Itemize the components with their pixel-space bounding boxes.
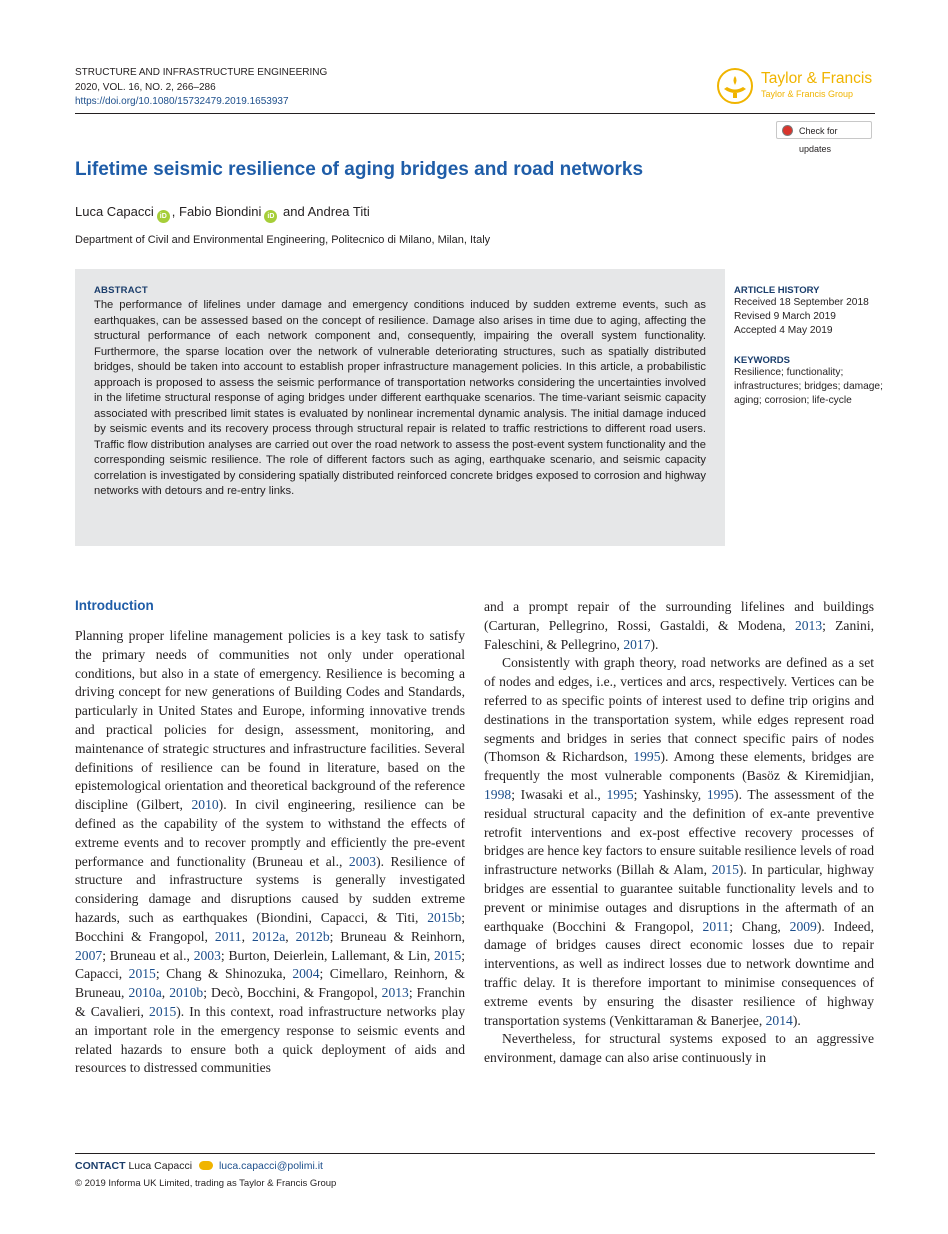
orcid-icon[interactable]: iD — [264, 210, 277, 223]
author-name: Luca Capacci — [75, 204, 154, 219]
paragraph-text: ; Capacci, — [75, 947, 466, 982]
accepted-date: Accepted 4 May 2019 — [734, 325, 833, 337]
citation-link[interactable]: 2012b — [295, 928, 330, 944]
contact-line — [75, 1160, 323, 1172]
paragraph-text: ; Cimellaro, Reinhorn, & Bruneau, — [75, 966, 465, 1001]
author-name: Andrea Titi — [307, 204, 370, 219]
citation-link[interactable]: 2007 — [75, 947, 103, 963]
header-rule — [75, 113, 875, 114]
citation-link[interactable]: 2009 — [789, 918, 817, 934]
article-title: Lifetime seismic resilience of aging bridges and road networks — [75, 159, 644, 180]
paragraph-text: ). Among these elements, bridges are frequently the most vulnerable components (Basöz & Kiremidjian, — [484, 749, 874, 784]
paragraph-text: Consistently with graph theory, road networks are defined as a set of nodes and edges, i.e., vertices and arcs, respectively. Vertices can be referred to as specific points of interest used to define trip origins and destinations in the transportation system, while edges represent road segments and bridges in series that connect specific pairs of nodes (Thomson & Richardson, — [484, 655, 874, 765]
paragraph-text: ; Burton, Deierlein, Lallemant, & Lin, — [220, 947, 435, 963]
taylor-francis-lamp-icon — [716, 67, 756, 105]
citation-link[interactable]: 2003 — [348, 853, 377, 869]
paragraph-text: ). — [792, 1012, 801, 1028]
citation-link[interactable]: 2015 — [149, 1003, 177, 1019]
citation-link[interactable]: 2013 — [794, 617, 823, 633]
paragraph-text: ; Iwasaki et al., — [511, 786, 607, 802]
paragraph — [75, 627, 465, 1078]
citation-link[interactable]: 2012a — [252, 928, 286, 944]
paragraph-text: ; Zanini, Faleschini, & Pellegrino, — [484, 617, 875, 652]
paragraph-text: ). In this context, road infrastructure networks play an important role in the emergency response to seismic events and related hazards to ensure both a quick deployment of aids and resources to distressed communities — [75, 1003, 466, 1076]
paragraph-text: , — [161, 985, 170, 1001]
publisher-subtitle: Taylor & Francis Group — [761, 89, 854, 99]
author-separator: , — [171, 204, 180, 219]
paragraph-text: , — [285, 928, 296, 944]
paragraph-text: ). — [650, 636, 659, 652]
abstract-heading: ABSTRACT — [94, 285, 148, 296]
paragraph-text: ; Bocchini & Frangopol, — [75, 909, 465, 944]
paragraph-text: ). In civil engineering, resilience can be defined as the capability of the system to withstand the effects of extreme events and to recover promptly and efficiently the pre-event performance and functionality (Bruneau et al., — [75, 797, 465, 869]
publisher-name[interactable]: Taylor & Francis — [761, 70, 873, 87]
right-column — [484, 598, 874, 1068]
received-date: Received 18 September 2018 — [734, 297, 869, 308]
journal-name: STRUCTURE AND INFRASTRUCTURE ENGINEERING — [75, 67, 328, 78]
paragraph-text: ; Bruneau et al., — [102, 947, 194, 963]
citation-link[interactable]: 2010b — [169, 985, 204, 1001]
orcid-icon[interactable]: iD — [157, 210, 170, 223]
citation-link[interactable]: 2004 — [292, 966, 320, 982]
contact-name: Luca Capacci — [128, 1160, 193, 1172]
email-icon — [199, 1161, 213, 1170]
copyright: © 2019 Informa UK Limited, trading as Taylor & Francis Group — [75, 1178, 337, 1189]
left-column — [75, 627, 465, 1078]
citation-link[interactable]: 1995 — [606, 786, 634, 802]
paragraph: Nevertheless, for structural systems exposed to an aggressive environment, damage can also arise continuously in — [484, 1031, 874, 1066]
crossmark-icon — [782, 125, 793, 136]
citation-link[interactable]: 2010 — [191, 797, 219, 813]
citation-link[interactable]: 1995 — [633, 749, 661, 765]
paragraph-text: ; Decò, Bocchini, & Frangopol, — [203, 985, 382, 1001]
paragraph-text: ). The assessment of the residual structural capacity and the definition of ex-ante preventive retrofit interventions and ex-post effective recovery processes of bridges are hence key factors to ensure suitable resilience levels of road infrastructure networks (Billah & Alam, — [484, 786, 874, 878]
paragraph-text: ). Resilience of structure and infrastructure systems is generally investigated considering damage and disruptions caused by sudden extreme hazards, such as earthquakes (Biondini, Capacci, & Titi, — [75, 853, 466, 925]
citation-link[interactable]: 2003 — [193, 947, 221, 963]
article-history — [734, 285, 884, 339]
citation-link[interactable]: 2015 — [128, 966, 156, 982]
citation-link[interactable]: 1998 — [484, 786, 512, 802]
citation-link[interactable]: 2015 — [711, 862, 739, 878]
paragraph-text: Planning proper lifeline management policies is a key task to satisfy the primary needs of communities not only under operational conditions, but also in a state of emergency. Resilience is becoming a driving concept for new generations of Building Codes and Standards, particularly in United States and Europe, informing innovative trends and practical policies for design, assessment, monitoring, and maintenance of strategic structures and infrastructure facilities. Several definitions of resilience can be found in literature, based on the epistemological orientation and theoretical background of the reference discipline (Gilbert, — [75, 628, 465, 813]
citation-link[interactable]: 2017 — [623, 636, 651, 652]
journal-info — [75, 66, 327, 110]
keywords-list: Resilience; functionality; infrastructures; bridges; damage; aging; corrosion; life-cycle — [734, 367, 883, 407]
paragraph — [484, 598, 874, 654]
volume-info: 2020, VOL. 16, NO. 2, 266–286 — [75, 81, 216, 93]
citation-link[interactable]: 2011 — [702, 918, 730, 934]
citation-link[interactable]: 2013 — [381, 985, 409, 1001]
paragraph-text: ). In particular, highway bridges are essential to guarantee suitable functionality levels and to prevent or minimise outages and disruptions in the aftermath of an earthquake (Bocchini & Frangopol, — [484, 862, 874, 934]
footer-rule — [75, 1153, 875, 1154]
author-name: Fabio Biondini — [179, 204, 262, 219]
citation-link[interactable]: 2015 — [434, 947, 462, 963]
history-heading: ARTICLE HISTORY — [734, 285, 820, 296]
citation-link[interactable]: 1995 — [706, 786, 735, 802]
check-updates-label: Check for updates — [799, 126, 838, 154]
paragraph — [484, 654, 874, 1030]
revised-date: Revised 9 March 2019 — [734, 311, 836, 323]
paragraph-text: ; Yashinsky, — [633, 786, 707, 802]
paragraph-text: ; Chang, — [729, 918, 790, 934]
section-heading: Introduction — [75, 598, 154, 613]
citation-link[interactable]: 2011 — [214, 928, 242, 944]
contact-label: CONTACT — [75, 1160, 126, 1172]
paragraph-text: ; Franchin & Cavalieri, — [75, 985, 465, 1019]
author-separator: and — [279, 204, 308, 219]
doi-link[interactable]: https://doi.org/10.1080/15732479.2019.1653937 — [75, 96, 289, 107]
paragraph-text: , — [241, 928, 253, 944]
paragraph-text: ; Chang & Shinozuka, — [155, 966, 293, 982]
keywords-heading: KEYWORDS — [734, 355, 790, 366]
citation-link[interactable]: 2010a — [128, 985, 162, 1001]
contact-email-link[interactable]: luca.capacci@polimi.it — [218, 1160, 323, 1172]
author-list — [75, 204, 370, 223]
citation-link[interactable]: 2015b — [427, 909, 462, 925]
paragraph-text: and a prompt repair of the surrounding lifelines and buildings (Carturan, Pellegrino, Rossi, Gastaldi, & Modena, — [484, 599, 874, 633]
abstract-text: The performance of lifelines under damage and emergency conditions induced by sudden extreme events, such as earthquakes, can be assessed based on the concept of resilience. Damage also arises in time due to aging, affecting the structural performance of each network component and, consequently, impairing the overall system functionality. Furthermore, the sparse location over the network of vulnerable deteriorating structures, such as spatially distributed bridges, should be taken into account to establish proper infrastructure management policies. In this article, a probabilistic approach is proposed to assess the seismic performance of transportation networks considering the uncertainties involved in the lifetime structural response of aging bridges under different earthquake scenarios. The time-variant seismic capacity associated with prescribed limit states is evaluated by nonlinear incremental dynamic analysis. The initial damage induced by seismic events and its recovery process through structural repair is related to traffic restrictions to different road users. Traffic flow distribution analyses are carried out over the road network to assess the post-event system functionality and the corresponding seismic resilience. The role of different factors such as aging, earthquake scenario, and seismic capacity correlation is investigated by considering spatially distributed reinforced concrete bridges exposed to corrosion and highway networks with detours and re-entry links. — [94, 299, 706, 497]
check-updates-button[interactable] — [776, 121, 872, 154]
citation-link[interactable]: 2014 — [765, 1012, 793, 1028]
paragraph-text: ). Indeed, damage of bridges causes direct economic losses due to repair interventions, as well as indirect losses due to network downtime and traffic delay. It is therefore important to minimise consequences of extreme events by ensuring the disaster resilience of highway transportation systems (Venkittaraman & Banerjee, — [484, 918, 874, 1028]
paragraph-text: ; Bruneau & Reinhorn, — [329, 928, 466, 944]
keywords-block — [734, 355, 884, 409]
affiliation: Department of Civil and Environmental Engineering, Politecnico di Milano, Milan, Italy — [75, 234, 491, 246]
